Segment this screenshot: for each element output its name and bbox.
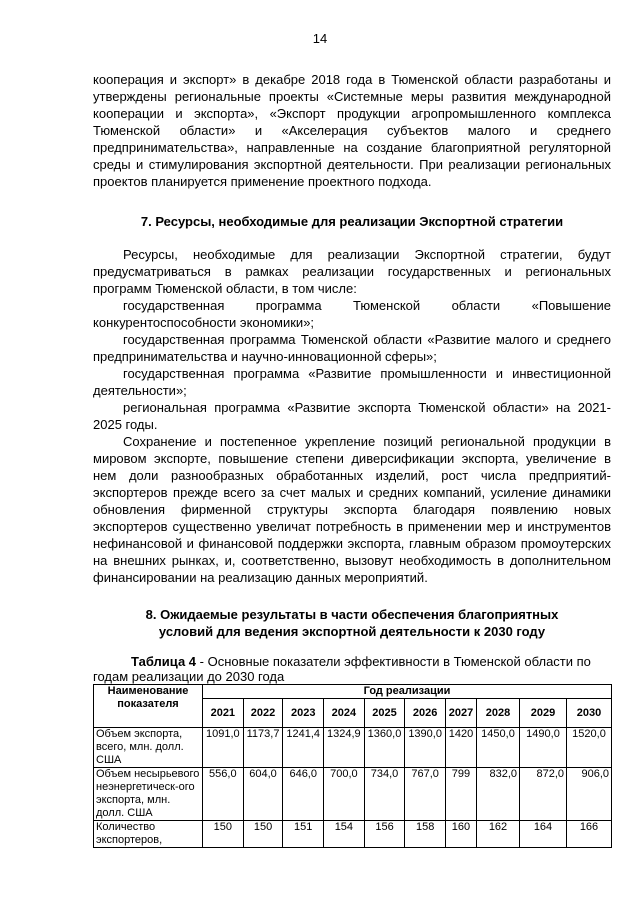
table-cell: 1490,0 (520, 728, 567, 768)
header-year-2025: 2025 (364, 699, 405, 728)
row-name-export-total: Объем экспорта, всего, млн. долл. США (94, 728, 203, 768)
table-cell: 156 (364, 821, 405, 848)
table-4-caption-text: - Основные показатели эффективности в Тюменской области по годам реализации до 2030 года (93, 654, 591, 684)
table-row (94, 728, 612, 768)
section-8-heading (93, 606, 611, 640)
table-cell: 604,0 (243, 768, 283, 821)
table-4-label: Таблица 4 (131, 654, 197, 669)
section-8-heading-line-2: условий для ведения экспортной деятельности к 2030 году (158, 624, 546, 639)
table-cell: 166 (567, 821, 612, 848)
table-4-caption (93, 654, 611, 684)
table-cell: 164 (520, 821, 567, 848)
section-8-heading-line-1: 8. Ожидаемые результаты в части обеспечения благоприятных (145, 607, 559, 622)
table-cell: 1360,0 (364, 728, 405, 768)
table-cell: 162 (477, 821, 520, 848)
table-cell: 1091,0 (203, 728, 244, 768)
table-cell: 154 (324, 821, 365, 848)
header-year-2022: 2022 (243, 699, 283, 728)
header-years-group: Год реализации (203, 685, 612, 699)
header-year-2027: 2027 (445, 699, 476, 728)
table-cell: 1520,0 (567, 728, 612, 768)
program-item-3: государственная программа «Развитие промышленности и инвестиционной деятельности»; (93, 366, 611, 398)
row-name-non-resource-export: Объем несырьевого неэнергетическ-ого экспорта, млн. долл. США (94, 768, 203, 821)
header-year-2026: 2026 (405, 699, 446, 728)
table-cell: 556,0 (203, 768, 244, 821)
table-cell: 1390,0 (405, 728, 446, 768)
header-year-2021: 2021 (203, 699, 244, 728)
section-7-lead: Ресурсы, необходимые для реализации Экспортной стратегии, будут предусматриваться в рамках реализации государственных и региональных программ Тюменской области, в том числе: (93, 247, 611, 296)
section-7-heading: 7. Ресурсы, необходимые для реализации Экспортной стратегии (140, 214, 564, 229)
header-year-2028: 2028 (477, 699, 520, 728)
table-cell: 158 (405, 821, 446, 848)
table-cell: 1420 (445, 728, 476, 768)
table-cell: 799 (445, 768, 476, 821)
table-cell: 150 (203, 821, 244, 848)
row-name-exporters-count: Количество экспортеров, (94, 821, 203, 848)
table-cell: 1173,7 (243, 728, 283, 768)
program-item-4: региональная программа «Развитие экспорта Тюменской области» на 2021-2025 годы. (93, 400, 611, 432)
table-header-row-1 (94, 685, 612, 699)
page-number: 14 (312, 31, 328, 46)
table-cell: 160 (445, 821, 476, 848)
table-row (94, 768, 612, 821)
header-year-2029: 2029 (520, 699, 567, 728)
intro-paragraph: кооперация и экспорт» в декабре 2018 года в Тюменской области разработаны и утверждены региональные проекты «Системные меры развития международной кооперации и экспорта», «Экспорт продукции агропромышленного комплекса Тюменской области» и «Акселерация субъектов малого и среднего предпринимательства», направленные на создание благоприятной регуляторной среды и стимулирования экспортной деятельности. При реализации региональных проектов планируется применение проектного подхода. (93, 72, 611, 189)
program-item-1: государственная программа Тюменской области «Повышение конкурентоспособности экономики»; (93, 298, 611, 330)
table-cell: 1450,0 (477, 728, 520, 768)
section-7-closing: Сохранение и постепенное укрепление позиций региональной продукции в мировом экспорте, повышение степени диверсификации экспорта, увеличение в нем доли разнообразных обработанных изделий, рост числа предприятий-экспортеров прежде всего за счет малых и средних компаний, усиление динамики обновления фирменной структуры экспорта благодаря появлению новых экспортеров существенно увеличат потребность в применении мер и инструментов нефинансовой и финансовой поддержки экспорта, главным образом промоутерских на внешних рынках, и, соответственно, вызовут необходимость в дополнительном финансировании на реализацию данных мероприятий. (93, 434, 611, 585)
table-cell: 832,0 (477, 768, 520, 821)
table-cell: 1324,9 (324, 728, 365, 768)
table-cell: 646,0 (283, 768, 324, 821)
header-year-2023: 2023 (283, 699, 324, 728)
header-year-2024: 2024 (324, 699, 365, 728)
header-indicator-name: Наименование показателя (94, 685, 203, 728)
table-cell: 872,0 (520, 768, 567, 821)
table-cell: 700,0 (324, 768, 365, 821)
table-cell: 767,0 (405, 768, 446, 821)
document-body (93, 71, 611, 848)
program-item-2: государственная программа Тюменской области «Развитие малого и среднего предпринимательства и научно-инновационной сферы»; (93, 332, 611, 364)
table-row (94, 821, 612, 848)
table-cell: 906,0 (567, 768, 612, 821)
indicators-table (93, 684, 612, 848)
table-cell: 151 (283, 821, 324, 848)
table-cell: 734,0 (364, 768, 405, 821)
table-cell: 1241,4 (283, 728, 324, 768)
table-cell: 150 (243, 821, 283, 848)
header-year-2030: 2030 (567, 699, 612, 728)
